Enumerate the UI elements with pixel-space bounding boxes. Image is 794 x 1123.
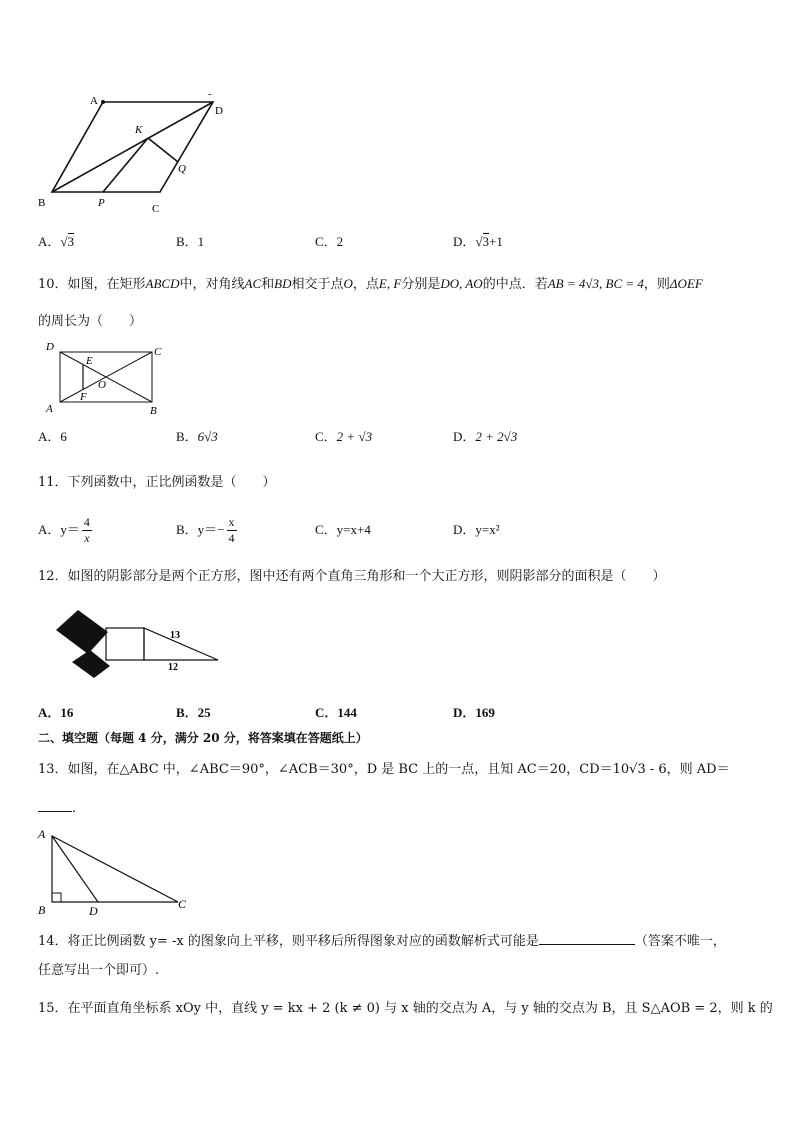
q9-label-D: D (215, 105, 223, 117)
q10-label-O: O (98, 379, 106, 391)
q10-label-C: C (154, 346, 162, 358)
section-2-heading: 二、填空题（每题 4 分，满分 20 分，将答案填在答题纸上） (38, 731, 368, 745)
q10-option-a[interactable]: A．6 (38, 429, 67, 444)
q12-label-12: 12 (168, 662, 178, 673)
q12-figure (48, 604, 228, 684)
q10-label-F: F (80, 391, 87, 403)
q9-label-B: B (38, 197, 46, 209)
q11-option-a[interactable]: A．y＝ 4 x (38, 514, 90, 545)
q13-figure (32, 824, 202, 920)
q10-label-B: B (150, 405, 157, 417)
q11-stem: 11．下列函数中，正比例函数是（ ） (38, 475, 276, 490)
q9-label-C: C (152, 203, 160, 215)
q9-figure (30, 88, 230, 218)
q9-option-a[interactable]: A．√3 (38, 234, 75, 249)
q12-label-13: 13 (170, 630, 180, 641)
q10-label-A: A (46, 403, 53, 415)
q12-option-a[interactable]: A．16 (38, 705, 74, 720)
q13-label-D: D (89, 904, 98, 918)
q14-line1: 14．将正比例函数 y= -x 的图象向上平移，则平移后所得图象对应的函数解析式可能是 （答案不唯一， (38, 934, 726, 949)
q10-figure (40, 338, 170, 418)
q9-option-b[interactable]: B．1 (176, 234, 205, 249)
q12-option-c[interactable]: C．144 (315, 705, 357, 720)
q9-label-P: P (98, 197, 105, 209)
q9-label-K: K (135, 124, 143, 136)
q9-label-Q: Q (178, 163, 186, 175)
q13-label-A: A (38, 827, 46, 841)
q14-answer-blank[interactable] (539, 932, 635, 945)
q9-option-d[interactable]: D．√3+1 (453, 234, 503, 249)
q10-option-c[interactable]: C．2 + √3 (315, 429, 373, 444)
svg-text:-: - (208, 89, 212, 100)
q12-stem: 12．如图的阴影部分是两个正方形，图中还有两个直角三角形和一个大正方形，则阴影部分的面积是（ ） (38, 569, 666, 584)
q15-stem: 15．在平面直角坐标系 xOy 中，直线 y = kx + 2 (k ≠ 0) 与 x 轴的交点为 A，与 y 轴的交点为 B，且 S△AOB = 2，则 k 的 (38, 1001, 773, 1016)
q12-option-d[interactable]: D．169 (453, 705, 495, 720)
q9-label-A: A (90, 95, 98, 107)
q12-option-b[interactable]: B．25 (176, 705, 211, 720)
q10-label-E: E (86, 355, 93, 367)
q10-option-b[interactable]: B．6√3 (176, 429, 218, 444)
q11-option-d[interactable]: D．y=x² (453, 522, 500, 537)
q13-label-B: B (38, 903, 46, 917)
q10-label-D: D (46, 341, 54, 353)
q9-option-c[interactable]: C．2 (315, 234, 344, 249)
q11-option-b[interactable]: B．y＝− $\frac{x}{4}$ (176, 514, 235, 545)
q11-option-c[interactable]: C．y=x+4 (315, 522, 371, 537)
q10-option-d[interactable]: D．2 + 2√3 (453, 429, 518, 444)
q13-label-C: C (178, 897, 187, 911)
q13-answer-line[interactable]: ． (38, 799, 85, 818)
q10-stem-line2: 的周长为（ ） (38, 314, 143, 329)
q13-stem: 13．如图，在△ABC 中，∠ABC＝90°，∠ACB＝30°，D 是 BC 上的一点，且知 AC＝20，CD＝10√3 - 6，则 AD＝ (38, 762, 730, 777)
q14-line2: 任意写出一个即可）. (38, 963, 160, 978)
q10-stem-line1: 10．如图，在矩形ABCD中，对角线AC和BD相交于点O，点E, F分别是DO, AO的中点．若AB = 4√3, BC = 4，则ΔOEF (38, 276, 703, 292)
